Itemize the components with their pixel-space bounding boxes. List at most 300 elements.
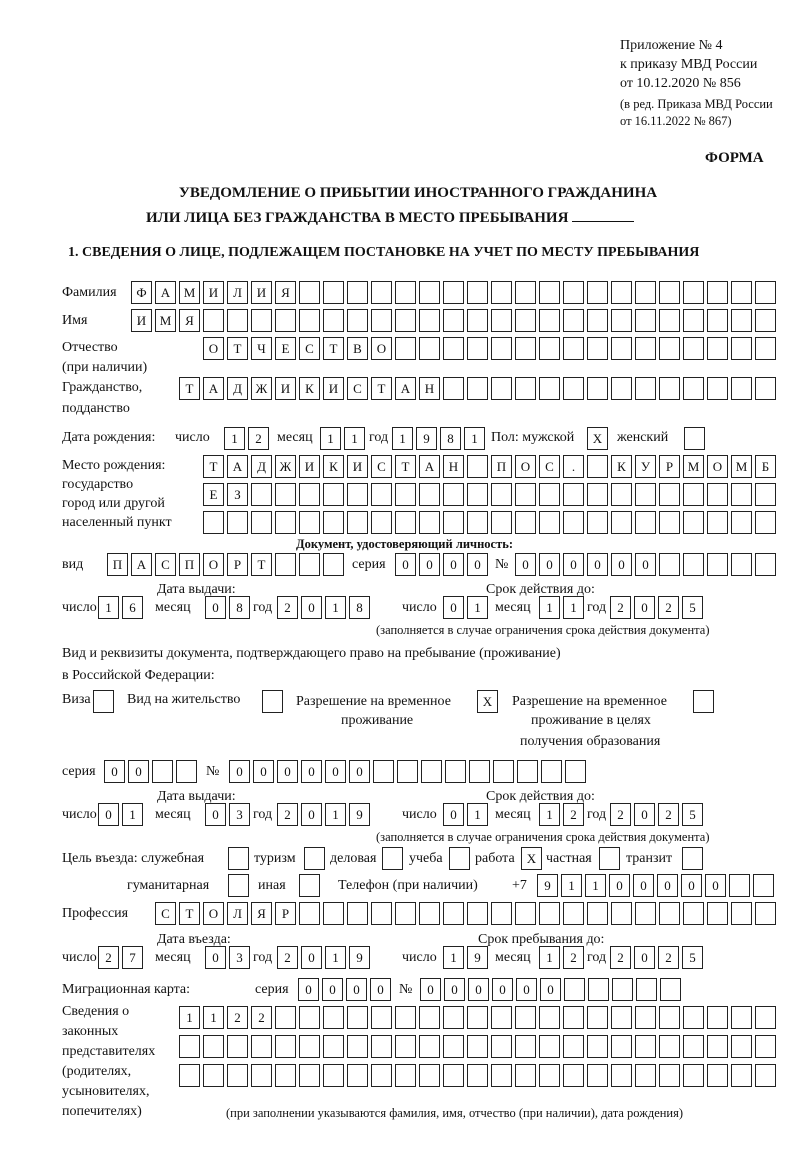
char-cell[interactable]: 2 — [610, 803, 631, 826]
char-cell[interactable] — [176, 760, 197, 783]
char-cell[interactable] — [467, 377, 488, 400]
char-cell[interactable] — [323, 1006, 344, 1029]
char-cell[interactable] — [707, 511, 728, 534]
visa-checkbox[interactable] — [93, 690, 114, 713]
char-cell[interactable]: 0 — [104, 760, 125, 783]
char-cell[interactable]: 7 — [122, 946, 143, 969]
char-cell[interactable]: 1 — [98, 596, 119, 619]
doc-series-input[interactable] — [395, 553, 488, 576]
char-cell[interactable]: 9 — [467, 946, 488, 969]
char-cell[interactable] — [395, 511, 416, 534]
education-residence-checkbox[interactable] — [693, 690, 714, 713]
char-cell[interactable] — [203, 1035, 224, 1058]
char-cell[interactable]: О — [707, 455, 728, 478]
char-cell[interactable] — [467, 337, 488, 360]
birth-month-input[interactable] — [320, 427, 365, 450]
char-cell[interactable]: 9 — [537, 874, 558, 897]
char-cell[interactable] — [299, 1035, 320, 1058]
char-cell[interactable]: 0 — [370, 978, 391, 1001]
char-cell[interactable] — [731, 902, 752, 925]
char-cell[interactable] — [443, 483, 464, 506]
purpose-humanitarian-checkbox[interactable] — [228, 874, 249, 897]
char-cell[interactable] — [693, 690, 714, 713]
char-cell[interactable] — [563, 902, 584, 925]
char-cell[interactable] — [683, 1064, 704, 1087]
char-cell[interactable] — [347, 902, 368, 925]
char-cell[interactable] — [299, 902, 320, 925]
char-cell[interactable]: 0 — [681, 874, 702, 897]
char-cell[interactable] — [299, 874, 320, 897]
char-cell[interactable]: 0 — [301, 946, 322, 969]
char-cell[interactable] — [611, 511, 632, 534]
char-cell[interactable] — [731, 1006, 752, 1029]
char-cell[interactable] — [419, 309, 440, 332]
char-cell[interactable] — [275, 1006, 296, 1029]
char-cell[interactable] — [251, 483, 272, 506]
char-cell[interactable] — [599, 847, 620, 870]
char-cell[interactable]: С — [155, 902, 176, 925]
char-cell[interactable] — [251, 1064, 272, 1087]
char-cell[interactable]: Т — [395, 455, 416, 478]
char-cell[interactable]: Т — [179, 902, 200, 925]
purpose-other-checkbox[interactable] — [299, 874, 320, 897]
char-cell[interactable]: 0 — [443, 803, 464, 826]
male-checkbox[interactable] — [587, 427, 608, 450]
char-cell[interactable] — [587, 337, 608, 360]
char-cell[interactable] — [659, 902, 680, 925]
char-cell[interactable] — [683, 309, 704, 332]
char-cell[interactable] — [491, 1006, 512, 1029]
char-cell[interactable]: Л — [227, 281, 248, 304]
char-cell[interactable] — [707, 1064, 728, 1087]
citizenship-input[interactable] — [179, 377, 776, 400]
right-valid-year-input[interactable] — [610, 803, 703, 826]
char-cell[interactable]: Ч — [251, 337, 272, 360]
char-cell[interactable] — [707, 337, 728, 360]
char-cell[interactable] — [729, 874, 750, 897]
char-cell[interactable] — [227, 309, 248, 332]
char-cell[interactable] — [443, 511, 464, 534]
char-cell[interactable] — [611, 1035, 632, 1058]
char-cell[interactable] — [491, 281, 512, 304]
char-cell[interactable] — [539, 1006, 560, 1029]
char-cell[interactable]: 0 — [587, 553, 608, 576]
char-cell[interactable] — [755, 511, 776, 534]
char-cell[interactable]: 0 — [634, 946, 655, 969]
residence-permit-checkbox[interactable] — [262, 690, 283, 713]
char-cell[interactable]: 9 — [416, 427, 437, 450]
char-cell[interactable] — [395, 281, 416, 304]
char-cell[interactable] — [299, 281, 320, 304]
char-cell[interactable] — [371, 511, 392, 534]
char-cell[interactable] — [755, 1035, 776, 1058]
char-cell[interactable] — [515, 511, 536, 534]
char-cell[interactable]: 1 — [325, 946, 346, 969]
char-cell[interactable]: 0 — [467, 553, 488, 576]
phone-input[interactable] — [537, 874, 774, 897]
char-cell[interactable]: 0 — [634, 803, 655, 826]
char-cell[interactable]: Н — [419, 377, 440, 400]
char-cell[interactable] — [251, 511, 272, 534]
char-cell[interactable] — [659, 1035, 680, 1058]
char-cell[interactable]: Я — [179, 309, 200, 332]
char-cell[interactable]: 1 — [467, 596, 488, 619]
char-cell[interactable] — [275, 1035, 296, 1058]
char-cell[interactable] — [467, 1035, 488, 1058]
char-cell[interactable]: 0 — [205, 596, 226, 619]
char-cell[interactable] — [539, 309, 560, 332]
char-cell[interactable]: А — [203, 377, 224, 400]
char-cell[interactable]: Т — [203, 455, 224, 478]
char-cell[interactable]: К — [299, 377, 320, 400]
char-cell[interactable] — [179, 1064, 200, 1087]
purpose-private-checkbox[interactable] — [599, 847, 620, 870]
char-cell[interactable]: С — [371, 455, 392, 478]
char-cell[interactable] — [659, 483, 680, 506]
char-cell[interactable]: 1 — [224, 427, 245, 450]
birth-year-input[interactable] — [392, 427, 485, 450]
char-cell[interactable]: А — [155, 281, 176, 304]
char-cell[interactable]: 3 — [229, 946, 250, 969]
char-cell[interactable] — [612, 978, 633, 1001]
char-cell[interactable] — [491, 337, 512, 360]
char-cell[interactable]: К — [611, 455, 632, 478]
char-cell[interactable] — [587, 377, 608, 400]
char-cell[interactable] — [563, 1064, 584, 1087]
char-cell[interactable] — [467, 281, 488, 304]
char-cell[interactable]: 0 — [325, 760, 346, 783]
char-cell[interactable] — [371, 1035, 392, 1058]
char-cell[interactable]: 0 — [349, 760, 370, 783]
char-cell[interactable] — [731, 1035, 752, 1058]
char-cell[interactable] — [611, 1006, 632, 1029]
char-cell[interactable] — [371, 1006, 392, 1029]
char-cell[interactable]: О — [371, 337, 392, 360]
char-cell[interactable]: 0 — [301, 760, 322, 783]
purpose-tourism-checkbox[interactable] — [304, 847, 325, 870]
char-cell[interactable] — [755, 337, 776, 360]
char-cell[interactable] — [299, 1064, 320, 1087]
char-cell[interactable]: 0 — [205, 946, 226, 969]
char-cell[interactable]: 0 — [322, 978, 343, 1001]
char-cell[interactable] — [419, 902, 440, 925]
char-cell[interactable] — [371, 902, 392, 925]
char-cell[interactable]: X — [521, 847, 542, 870]
char-cell[interactable] — [203, 511, 224, 534]
char-cell[interactable]: 3 — [229, 803, 250, 826]
char-cell[interactable]: 0 — [515, 553, 536, 576]
char-cell[interactable]: 0 — [540, 978, 561, 1001]
char-cell[interactable]: 1 — [392, 427, 413, 450]
char-cell[interactable] — [299, 483, 320, 506]
char-cell[interactable]: Ж — [275, 455, 296, 478]
char-cell[interactable]: П — [491, 455, 512, 478]
char-cell[interactable] — [395, 483, 416, 506]
char-cell[interactable]: И — [299, 455, 320, 478]
right-doc-number-input[interactable] — [229, 760, 586, 783]
birth-place-input[interactable] — [203, 483, 776, 506]
char-cell[interactable] — [659, 281, 680, 304]
char-cell[interactable] — [683, 1006, 704, 1029]
char-cell[interactable] — [539, 281, 560, 304]
char-cell[interactable] — [587, 309, 608, 332]
char-cell[interactable]: И — [347, 455, 368, 478]
birth-place-input[interactable] — [203, 511, 776, 534]
char-cell[interactable] — [299, 511, 320, 534]
right-issue-month-input[interactable] — [205, 803, 250, 826]
char-cell[interactable]: М — [731, 455, 752, 478]
char-cell[interactable] — [421, 760, 442, 783]
blank-underline[interactable] — [572, 207, 634, 222]
doc-valid-year-input[interactable] — [610, 596, 703, 619]
char-cell[interactable] — [565, 760, 586, 783]
migration-card-number-input[interactable] — [420, 978, 681, 1001]
char-cell[interactable] — [262, 690, 283, 713]
surname-input[interactable] — [131, 281, 776, 304]
char-cell[interactable]: 0 — [634, 596, 655, 619]
char-cell[interactable] — [347, 1006, 368, 1029]
char-cell[interactable]: 2 — [98, 946, 119, 969]
char-cell[interactable] — [323, 309, 344, 332]
char-cell[interactable] — [659, 377, 680, 400]
char-cell[interactable] — [587, 902, 608, 925]
char-cell[interactable] — [493, 760, 514, 783]
doc-valid-month-input[interactable] — [539, 596, 584, 619]
char-cell[interactable] — [347, 511, 368, 534]
right-issue-year-input[interactable] — [277, 803, 370, 826]
char-cell[interactable] — [755, 1006, 776, 1029]
char-cell[interactable]: Т — [227, 337, 248, 360]
char-cell[interactable] — [731, 1064, 752, 1087]
char-cell[interactable] — [515, 281, 536, 304]
char-cell[interactable] — [347, 309, 368, 332]
char-cell[interactable]: Т — [371, 377, 392, 400]
char-cell[interactable] — [443, 377, 464, 400]
char-cell[interactable] — [563, 337, 584, 360]
char-cell[interactable] — [397, 760, 418, 783]
char-cell[interactable]: 0 — [128, 760, 149, 783]
char-cell[interactable] — [227, 1035, 248, 1058]
purpose-service-checkbox[interactable] — [228, 847, 249, 870]
char-cell[interactable]: 5 — [682, 803, 703, 826]
char-cell[interactable] — [203, 1064, 224, 1087]
char-cell[interactable]: 0 — [705, 874, 726, 897]
birth-place-input[interactable] — [203, 455, 776, 478]
char-cell[interactable]: А — [419, 455, 440, 478]
char-cell[interactable] — [419, 511, 440, 534]
char-cell[interactable] — [755, 309, 776, 332]
char-cell[interactable]: 0 — [657, 874, 678, 897]
char-cell[interactable] — [443, 1006, 464, 1029]
char-cell[interactable] — [227, 1064, 248, 1087]
char-cell[interactable] — [347, 483, 368, 506]
char-cell[interactable] — [635, 1006, 656, 1029]
char-cell[interactable] — [515, 902, 536, 925]
char-cell[interactable] — [395, 902, 416, 925]
char-cell[interactable]: 1 — [325, 596, 346, 619]
char-cell[interactable]: З — [227, 483, 248, 506]
char-cell[interactable]: В — [347, 337, 368, 360]
patronymic-input[interactable] — [203, 337, 776, 360]
char-cell[interactable]: Д — [251, 455, 272, 478]
char-cell[interactable] — [93, 690, 114, 713]
char-cell[interactable]: И — [275, 377, 296, 400]
char-cell[interactable]: 0 — [516, 978, 537, 1001]
char-cell[interactable] — [469, 760, 490, 783]
char-cell[interactable] — [755, 1064, 776, 1087]
char-cell[interactable] — [491, 1035, 512, 1058]
char-cell[interactable] — [347, 281, 368, 304]
char-cell[interactable]: 8 — [349, 596, 370, 619]
char-cell[interactable] — [707, 309, 728, 332]
char-cell[interactable] — [228, 874, 249, 897]
char-cell[interactable] — [659, 337, 680, 360]
char-cell[interactable] — [611, 309, 632, 332]
char-cell[interactable] — [443, 281, 464, 304]
char-cell[interactable] — [515, 337, 536, 360]
purpose-study-checkbox[interactable] — [449, 847, 470, 870]
char-cell[interactable] — [275, 553, 296, 576]
char-cell[interactable] — [275, 511, 296, 534]
char-cell[interactable] — [517, 760, 538, 783]
char-cell[interactable]: М — [155, 309, 176, 332]
legal-reps-input[interactable] — [179, 1006, 776, 1029]
char-cell[interactable] — [467, 309, 488, 332]
char-cell[interactable]: 2 — [610, 946, 631, 969]
char-cell[interactable]: И — [323, 377, 344, 400]
char-cell[interactable] — [323, 281, 344, 304]
char-cell[interactable]: Е — [275, 337, 296, 360]
char-cell[interactable] — [443, 1035, 464, 1058]
char-cell[interactable] — [587, 1064, 608, 1087]
char-cell[interactable] — [323, 511, 344, 534]
char-cell[interactable] — [563, 511, 584, 534]
char-cell[interactable] — [587, 281, 608, 304]
char-cell[interactable]: 0 — [611, 553, 632, 576]
char-cell[interactable] — [563, 309, 584, 332]
char-cell[interactable]: 2 — [227, 1006, 248, 1029]
char-cell[interactable]: . — [563, 455, 584, 478]
char-cell[interactable] — [683, 483, 704, 506]
char-cell[interactable] — [491, 1064, 512, 1087]
char-cell[interactable] — [323, 1064, 344, 1087]
char-cell[interactable]: 0 — [301, 803, 322, 826]
char-cell[interactable]: Р — [275, 902, 296, 925]
char-cell[interactable] — [515, 483, 536, 506]
char-cell[interactable]: С — [299, 337, 320, 360]
char-cell[interactable] — [683, 337, 704, 360]
char-cell[interactable] — [611, 483, 632, 506]
right-issue-day-input[interactable] — [98, 803, 143, 826]
female-checkbox[interactable] — [684, 427, 705, 450]
char-cell[interactable] — [659, 553, 680, 576]
char-cell[interactable]: 0 — [419, 553, 440, 576]
char-cell[interactable] — [755, 281, 776, 304]
char-cell[interactable]: Р — [659, 455, 680, 478]
char-cell[interactable] — [395, 1035, 416, 1058]
char-cell[interactable] — [382, 847, 403, 870]
right-valid-month-input[interactable] — [539, 803, 584, 826]
doc-valid-day-input[interactable] — [443, 596, 488, 619]
char-cell[interactable] — [228, 847, 249, 870]
entry-year-input[interactable] — [277, 946, 370, 969]
char-cell[interactable] — [731, 337, 752, 360]
char-cell[interactable] — [683, 281, 704, 304]
char-cell[interactable] — [635, 511, 656, 534]
char-cell[interactable]: 2 — [251, 1006, 272, 1029]
char-cell[interactable]: Б — [755, 455, 776, 478]
char-cell[interactable] — [563, 281, 584, 304]
char-cell[interactable]: 0 — [635, 553, 656, 576]
char-cell[interactable] — [152, 760, 173, 783]
purpose-work-checkbox[interactable] — [521, 847, 542, 870]
char-cell[interactable] — [371, 309, 392, 332]
char-cell[interactable] — [683, 902, 704, 925]
char-cell[interactable] — [635, 377, 656, 400]
char-cell[interactable]: П — [179, 553, 200, 576]
char-cell[interactable] — [419, 1035, 440, 1058]
char-cell[interactable] — [443, 902, 464, 925]
char-cell[interactable] — [563, 1035, 584, 1058]
char-cell[interactable]: 0 — [301, 596, 322, 619]
char-cell[interactable]: 0 — [443, 553, 464, 576]
char-cell[interactable]: Я — [275, 281, 296, 304]
char-cell[interactable] — [203, 309, 224, 332]
char-cell[interactable]: 0 — [492, 978, 513, 1001]
char-cell[interactable]: Т — [323, 337, 344, 360]
char-cell[interactable] — [275, 309, 296, 332]
char-cell[interactable] — [443, 1064, 464, 1087]
char-cell[interactable] — [731, 309, 752, 332]
char-cell[interactable] — [587, 1035, 608, 1058]
char-cell[interactable]: Р — [227, 553, 248, 576]
char-cell[interactable]: О — [203, 553, 224, 576]
char-cell[interactable] — [587, 455, 608, 478]
char-cell[interactable] — [659, 1064, 680, 1087]
char-cell[interactable] — [611, 377, 632, 400]
char-cell[interactable]: 0 — [277, 760, 298, 783]
char-cell[interactable]: 0 — [468, 978, 489, 1001]
legal-reps-input[interactable] — [179, 1035, 776, 1058]
char-cell[interactable]: 1 — [539, 803, 560, 826]
char-cell[interactable] — [347, 1064, 368, 1087]
char-cell[interactable] — [636, 978, 657, 1001]
right-doc-series-input[interactable] — [104, 760, 197, 783]
char-cell[interactable] — [683, 1035, 704, 1058]
char-cell[interactable]: Л — [227, 902, 248, 925]
char-cell[interactable] — [275, 483, 296, 506]
char-cell[interactable] — [659, 309, 680, 332]
char-cell[interactable]: 5 — [682, 596, 703, 619]
char-cell[interactable] — [564, 978, 585, 1001]
char-cell[interactable]: 0 — [395, 553, 416, 576]
char-cell[interactable] — [755, 553, 776, 576]
char-cell[interactable]: 1 — [203, 1006, 224, 1029]
char-cell[interactable] — [419, 281, 440, 304]
doc-kind-input[interactable] — [107, 553, 344, 576]
char-cell[interactable] — [515, 377, 536, 400]
char-cell[interactable] — [707, 1006, 728, 1029]
char-cell[interactable] — [371, 483, 392, 506]
char-cell[interactable] — [515, 1035, 536, 1058]
char-cell[interactable]: 0 — [443, 596, 464, 619]
char-cell[interactable] — [753, 874, 774, 897]
char-cell[interactable]: 0 — [253, 760, 274, 783]
entry-day-input[interactable] — [98, 946, 143, 969]
char-cell[interactable] — [491, 377, 512, 400]
char-cell[interactable]: О — [515, 455, 536, 478]
char-cell[interactable]: 1 — [539, 596, 560, 619]
